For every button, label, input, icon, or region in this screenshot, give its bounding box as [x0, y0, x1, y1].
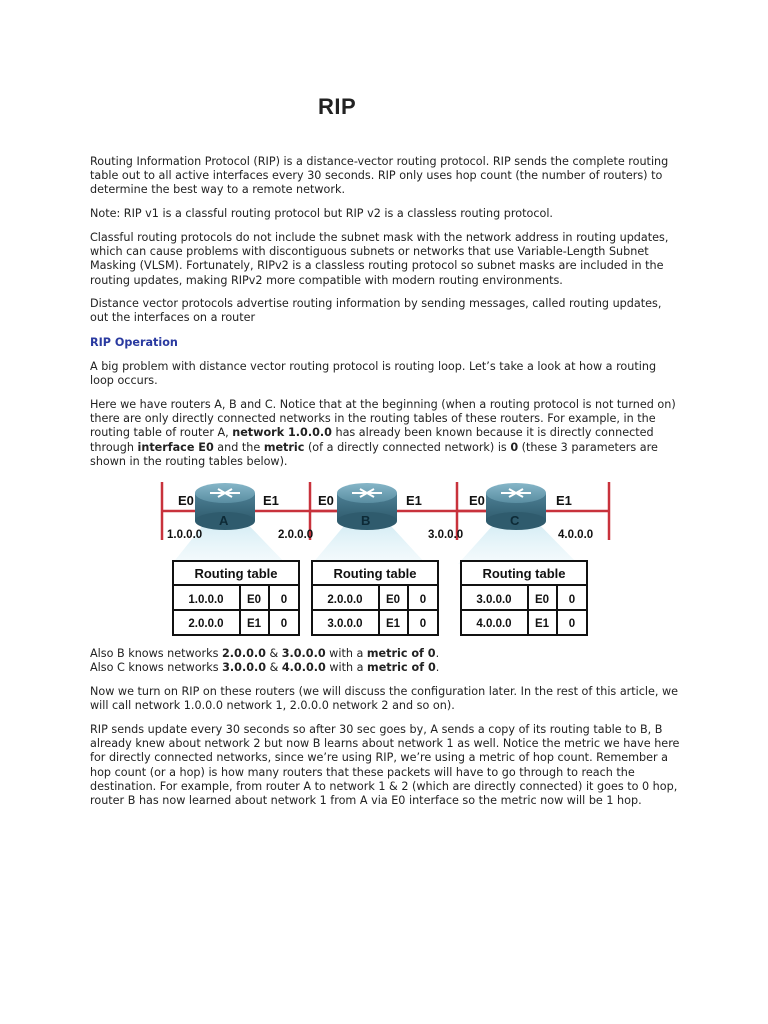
- svg-text:0: 0: [419, 618, 427, 630]
- svg-text:0: 0: [568, 594, 576, 606]
- network-1-label: 1.0.0.0: [167, 529, 203, 541]
- svg-text:E0: E0: [246, 594, 262, 606]
- router-a-letter: A: [219, 513, 229, 528]
- router-a-e1-label: E1: [263, 493, 279, 508]
- classful-paragraph: Classful routing protocols do not include the subnet mask with the network address in routing updates, which can cause problems with discontiguous subnets or networks that use Variable-Length Subnet Masking (VLSM). Fortunately, RIPv2 is a classless routing protocol so subnet masks are included in the routing updates, making RIPv2 more compatible with modern routing environments.: [90, 231, 669, 287]
- routing-table-b: [312, 561, 438, 635]
- router-c-e1-label: E1: [556, 493, 572, 508]
- routing-table-a: [173, 561, 299, 635]
- svg-text:E1: E1: [246, 618, 262, 630]
- routing-table-c: [461, 561, 587, 635]
- svg-text:4.0.0.0: 4.0.0.0: [476, 618, 512, 630]
- router-b-e0-label: E0: [318, 493, 334, 508]
- router-a-e0-label: E0: [178, 493, 194, 508]
- network-3-label: 3.0.0.0: [428, 529, 464, 541]
- turn-on-rip-paragraph: Now we turn on RIP on these routers (we will discuss the configuration later. In the rest of this article, we will call network 1.0.0.0 network 1, 2.0.0.0 network 2 and so on).: [90, 685, 679, 713]
- section-heading-rip-operation: RIP Operation: [90, 336, 178, 349]
- rip-network-diagram: [160, 478, 612, 640]
- also-knows-paragraph: Also B knows networks 2.0.0.0 & 3.0.0.0 with a metric of 0. Also C knows networks 3.0.0.0 & 4.0.0.0 with a metric of 0.: [90, 647, 440, 675]
- router-b-letter: B: [361, 513, 371, 528]
- svg-text:0: 0: [419, 594, 427, 606]
- svg-text:Routing table: Routing table: [194, 566, 278, 581]
- router-b-e1-label: E1: [406, 493, 422, 508]
- router-c-e0-label: E0: [469, 493, 485, 508]
- svg-text:0: 0: [568, 618, 576, 630]
- svg-text:0: 0: [280, 594, 288, 606]
- svg-text:Routing table: Routing table: [482, 566, 566, 581]
- svg-text:2.0.0.0: 2.0.0.0: [188, 618, 224, 630]
- svg-text:0: 0: [280, 618, 288, 630]
- svg-text:3.0.0.0: 3.0.0.0: [476, 594, 512, 606]
- router-c-letter: C: [510, 513, 520, 528]
- svg-text:3.0.0.0: 3.0.0.0: [327, 618, 363, 630]
- network-4-label: 4.0.0.0: [558, 529, 594, 541]
- distance-vector-paragraph: Distance vector protocols advertise routing information by sending messages, called routing updates, out the interfaces on a router: [90, 297, 662, 325]
- svg-text:E1: E1: [534, 618, 550, 630]
- routing-loop-paragraph: A big problem with distance vector routing protocol is routing loop. Let’s take a look at how a routing loop occurs.: [90, 360, 657, 388]
- svg-text:E0: E0: [385, 594, 401, 606]
- note-paragraph: Note: RIP v1 is a classful routing protocol but RIP v2 is a classless routing protocol.: [90, 207, 553, 220]
- routers-paragraph: Here we have routers A, B and C. Notice that at the beginning (when a routing protocol is not turned on) there are only directly connected networks in the routing tables of these routers. For example, in the routing table of router A, network 1.0.0.0 has already been known because it is directly connected through interface E0 and the metric (of a directly connected network) is 0 (these 3 parameters are shown in the routing tables below).: [90, 398, 676, 468]
- svg-text:Routing table: Routing table: [333, 566, 417, 581]
- svg-text:E1: E1: [385, 618, 401, 630]
- svg-text:E0: E0: [534, 594, 550, 606]
- svg-text:1.0.0.0: 1.0.0.0: [188, 594, 224, 606]
- intro-paragraph: Routing Information Protocol (RIP) is a distance-vector routing protocol. RIP sends the complete routing table out to all active interfaces every 30 seconds. RIP only uses hop count (the number of routers) to determine the best way to a remote network.: [90, 155, 669, 197]
- page-title: RIP: [318, 94, 357, 119]
- updates-paragraph: RIP sends update every 30 seconds so after 30 sec goes by, A sends a copy of its routing table to B, B already knew about network 2 but now B learns about network 1 as well. Notice the metric we have here for directly connected networks, since we’re using RIP, we’re using a metric of hop count. Remember a hop count (or a hop) is how many routers that these packets will have to go through to reach the destination. For example, from router A to network 1 & 2 (which are directly connected) it goes to 0 hop, router B has now learned about network 1 from A via E0 interface so the metric now will be 1 hop.: [90, 723, 680, 808]
- svg-text:2.0.0.0: 2.0.0.0: [327, 594, 363, 606]
- network-2-label: 2.0.0.0: [278, 529, 314, 541]
